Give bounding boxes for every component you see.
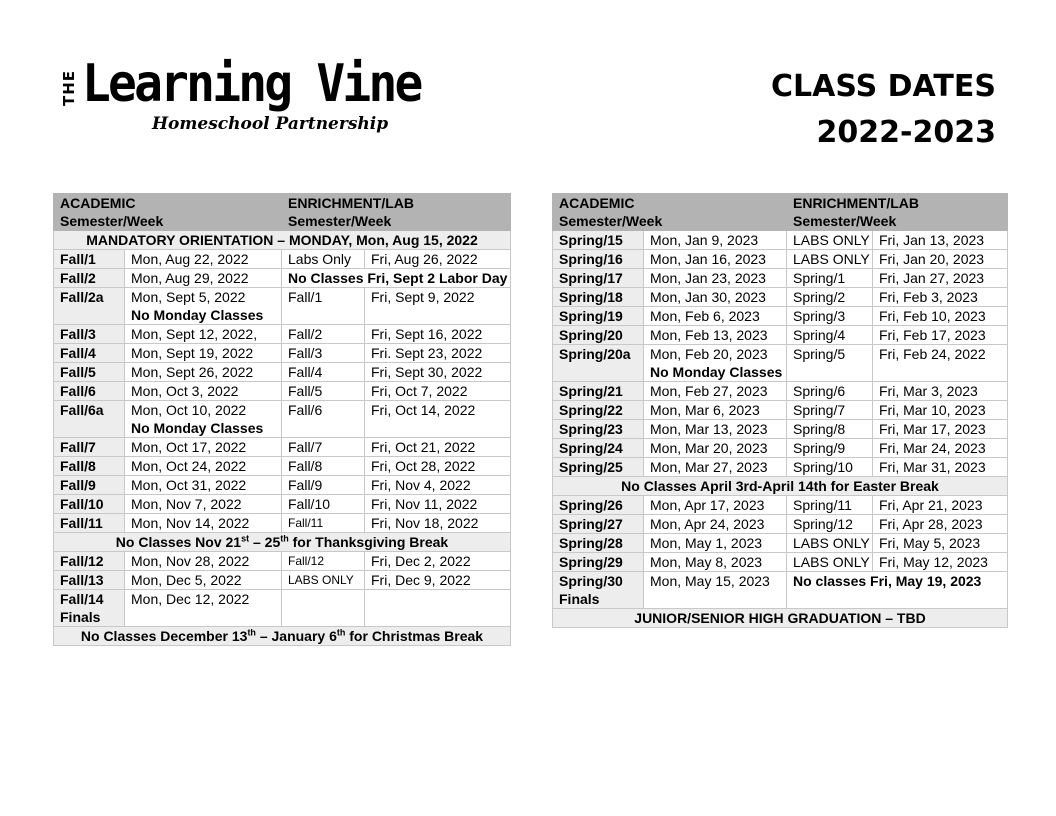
week-label: Fall/8 — [60, 458, 96, 474]
title-line2: 2022-2023 — [816, 115, 996, 150]
monday-date-cell — [125, 288, 282, 325]
friday-date-cell: Fri, Jan 27, 2023 — [873, 269, 1008, 288]
academic-header-line2: Semester/Week — [559, 213, 663, 229]
easter-break-row-text: No Classes April 3rd-April 14th for Easter Break — [553, 477, 1008, 496]
week-cell — [54, 457, 125, 476]
friday-date-cell: Fri, Feb 17, 2023 — [873, 326, 1008, 345]
week-label: Spring/27 — [559, 516, 623, 532]
lab-week-cell: Fall/6 — [282, 401, 365, 438]
lab-week-cell: LABS ONLY — [787, 534, 873, 553]
lab-week-cell: Fall/1 — [282, 288, 365, 325]
academic-header-line1: ACADEMIC — [60, 195, 136, 211]
monday-date: Mon, Feb 6, 2023 — [650, 308, 760, 324]
week-label: Spring/30 — [559, 573, 623, 589]
friday-notice-cell — [787, 572, 1008, 609]
week-cell — [54, 571, 125, 590]
friday-date-cell: Fri, Aug 26, 2022 — [365, 250, 511, 269]
table-row — [54, 325, 511, 344]
friday-date-cell: Fri, Oct 7, 2022 — [365, 382, 511, 401]
table-row — [553, 496, 1008, 515]
thanksgiving-break-row-text — [54, 533, 511, 552]
lab-week-cell: Fall/5 — [282, 382, 365, 401]
monday-date: Mon, May 1, 2023 — [650, 535, 763, 551]
week-label: Spring/15 — [559, 232, 623, 248]
friday-date-cell: Fri, May 5, 2023 — [873, 534, 1008, 553]
monday-date: Mon, Oct 17, 2022 — [131, 439, 247, 455]
monday-date-cell — [125, 438, 282, 457]
week-label-finals: Finals — [559, 591, 600, 607]
lab-week-cell: Fall/10 — [282, 495, 365, 514]
enrichment-header-line2: Semester/Week — [288, 213, 392, 229]
week-cell — [54, 552, 125, 571]
table-row — [54, 552, 511, 571]
monday-date-cell — [125, 476, 282, 495]
friday-date-cell: Fri, Mar 17, 2023 — [873, 420, 1008, 439]
friday-date-cell: Fri, Oct 14, 2022 — [365, 401, 511, 438]
week-label: Fall/5 — [60, 364, 96, 380]
lab-week-cell: Fall/3 — [282, 344, 365, 363]
week-cell — [54, 344, 125, 363]
monday-date-cell — [644, 326, 787, 345]
week-cell — [553, 231, 644, 250]
monday-date: Mon, Oct 3, 2022 — [131, 383, 239, 399]
thanksgiving-break-row-b: – 25 — [249, 534, 281, 550]
week-cell — [54, 269, 125, 288]
monday-date: Mon, Nov 14, 2022 — [131, 515, 250, 531]
logo-subtitle: Homeschool Partnership — [152, 114, 389, 134]
week-cell — [553, 307, 644, 326]
week-cell — [553, 458, 644, 477]
week-label: Fall/13 — [60, 572, 104, 588]
monday-date: Mon, Sept 12, 2022, — [131, 326, 258, 342]
monday-date: Mon, Nov 28, 2022 — [131, 553, 250, 569]
friday-date-cell: Fri, Feb 24, 2022 — [873, 345, 1008, 382]
table-row — [553, 458, 1008, 477]
monday-date-cell — [644, 534, 787, 553]
week-label: Spring/17 — [559, 270, 623, 286]
lab-week-cell: Spring/4 — [787, 326, 873, 345]
christmas-break-row-a: No Classes December 13 — [80, 628, 248, 644]
week-cell — [54, 401, 125, 438]
friday-date-cell: Fri, Mar 24, 2023 — [873, 439, 1008, 458]
orientation-row — [54, 231, 511, 250]
week-label: Fall/3 — [60, 326, 96, 342]
week-cell — [54, 438, 125, 457]
week-label: Spring/29 — [559, 554, 623, 570]
monday-date-cell — [644, 401, 787, 420]
monday-date-cell — [125, 457, 282, 476]
table-row — [553, 553, 1008, 572]
christmas-break-row — [54, 627, 511, 646]
monday-date: Mon, Oct 10, 2022 — [131, 402, 247, 418]
table-row — [54, 269, 511, 288]
table-row — [553, 345, 1008, 382]
thanksgiving-break-row-sup1: st — [241, 533, 250, 544]
enrichment-header-line1: ENRICHMENT/LAB — [288, 195, 414, 211]
table-row — [54, 476, 511, 495]
week-cell — [54, 325, 125, 344]
week-label: Fall/12 — [60, 553, 104, 569]
monday-date: Mon, Sept 5, 2022 — [131, 289, 246, 305]
friday-date-cell: Fri, Mar 3, 2023 — [873, 382, 1008, 401]
monday-date: Mon, Sept 26, 2022 — [131, 364, 254, 380]
week-cell — [553, 401, 644, 420]
monday-date: Mon, Apr 17, 2023 — [650, 497, 765, 513]
week-cell — [553, 572, 644, 609]
monday-date-cell — [125, 363, 282, 382]
logo-the: THE — [60, 69, 78, 107]
week-cell — [553, 420, 644, 439]
table-row — [54, 344, 511, 363]
week-cell — [553, 553, 644, 572]
lab-week-cell: LABS ONLY — [787, 250, 873, 269]
document-title — [771, 64, 996, 156]
fall-schedule-table — [53, 193, 511, 646]
monday-date-cell — [644, 382, 787, 401]
week-label-finals: Finals — [60, 609, 101, 625]
monday-date: Mon, Jan 9, 2023 — [650, 232, 759, 248]
thanksgiving-break-row-sup2: th — [280, 533, 289, 544]
logo-name: Learning Vine — [82, 54, 421, 114]
monday-date-cell — [644, 231, 787, 250]
lab-week-cell: Fall/8 — [282, 457, 365, 476]
friday-date-cell: Fri, Nov 18, 2022 — [365, 514, 511, 533]
spring-schedule-table — [552, 193, 1008, 628]
lab-week-cell: Spring/9 — [787, 439, 873, 458]
week-cell — [553, 439, 644, 458]
week-label: Spring/26 — [559, 497, 623, 513]
monday-date-cell — [125, 495, 282, 514]
week-cell — [54, 476, 125, 495]
week-label: Spring/20 — [559, 327, 623, 343]
week-cell — [54, 590, 125, 627]
graduation-row — [553, 609, 1008, 628]
lab-week-cell: LABS ONLY — [282, 571, 365, 590]
week-cell — [553, 515, 644, 534]
week-label: Fall/2a — [60, 289, 104, 305]
monday-date-cell — [125, 344, 282, 363]
monday-date: Mon, Jan 16, 2023 — [650, 251, 766, 267]
friday-date-cell: Fri, Apr 28, 2023 — [873, 515, 1008, 534]
week-label: Fall/14 — [60, 591, 104, 607]
lab-week-cell: Fall/7 — [282, 438, 365, 457]
monday-date: Mon, Jan 30, 2023 — [650, 289, 766, 305]
lab-week-cell: Spring/1 — [787, 269, 873, 288]
week-cell — [553, 288, 644, 307]
monday-date-cell — [125, 552, 282, 571]
friday-notice: No classes Fri, May 19, 2023 — [793, 573, 982, 589]
table-row — [54, 288, 511, 325]
week-label: Spring/20a — [559, 346, 631, 362]
monday-date: Mon, Dec 5, 2022 — [131, 572, 242, 588]
table-row — [553, 307, 1008, 326]
friday-date-cell: Fri, Sept 30, 2022 — [365, 363, 511, 382]
friday-date-cell: Fri, Mar 31, 2023 — [873, 458, 1008, 477]
week-label: Fall/9 — [60, 477, 96, 493]
monday-date-cell — [644, 439, 787, 458]
friday-date-cell — [365, 590, 511, 627]
easter-break-row — [553, 477, 1008, 496]
monday-date: Mon, Jan 23, 2023 — [650, 270, 766, 286]
monday-date-cell — [125, 250, 282, 269]
header-row — [54, 194, 511, 231]
lab-week-cell: Fall/9 — [282, 476, 365, 495]
week-label: Spring/21 — [559, 383, 623, 399]
thanksgiving-break-row-c: for Thanksgiving Break — [288, 534, 449, 550]
monday-date-cell — [125, 514, 282, 533]
week-label: Spring/16 — [559, 251, 623, 267]
lab-week-cell: Spring/2 — [787, 288, 873, 307]
monday-date: Mon, Apr 24, 2023 — [650, 516, 765, 532]
monday-date: Mon, May 15, 2023 — [650, 573, 770, 589]
lab-week-cell: Spring/8 — [787, 420, 873, 439]
week-label: Fall/1 — [60, 251, 96, 267]
table-row — [54, 590, 511, 627]
header-row — [553, 194, 1008, 231]
table-row — [54, 495, 511, 514]
week-cell — [54, 382, 125, 401]
monday-date: Mon, Mar 20, 2023 — [650, 440, 768, 456]
week-cell — [553, 250, 644, 269]
friday-date-cell: Fri, Nov 11, 2022 — [365, 495, 511, 514]
christmas-break-row-text — [54, 627, 511, 646]
lab-week-cell: Spring/10 — [787, 458, 873, 477]
week-cell — [54, 363, 125, 382]
monday-date-cell — [644, 572, 787, 609]
lab-week-cell: Fall/12 — [282, 552, 365, 571]
table-row — [553, 288, 1008, 307]
week-label: Spring/22 — [559, 402, 623, 418]
table-row — [553, 515, 1008, 534]
orientation-row-text: MANDATORY ORIENTATION – MONDAY, Mon, Aug 15, 2022 — [54, 231, 511, 250]
table-row — [553, 572, 1008, 609]
week-cell — [54, 288, 125, 325]
friday-date-cell: Fri, Jan 13, 2023 — [873, 231, 1008, 250]
monday-date-cell — [644, 515, 787, 534]
week-label: Fall/11 — [60, 515, 103, 531]
monday-date: Mon, Sept 19, 2022 — [131, 345, 254, 361]
friday-date-cell: Fri, Feb 10, 2023 — [873, 307, 1008, 326]
monday-date: Mon, Feb 20, 2023 — [650, 346, 768, 362]
lab-week-cell: Spring/6 — [787, 382, 873, 401]
table-row — [553, 534, 1008, 553]
academic-header-line2: Semester/Week — [60, 213, 164, 229]
table-row — [553, 382, 1008, 401]
lab-week-cell: Spring/5 — [787, 345, 873, 382]
monday-date: Mon, Mar 13, 2023 — [650, 421, 768, 437]
table-row — [54, 382, 511, 401]
table-row — [553, 401, 1008, 420]
week-cell — [54, 495, 125, 514]
week-label: Spring/28 — [559, 535, 623, 551]
friday-notice-cell — [282, 269, 511, 288]
lab-week-cell: Fall/2 — [282, 325, 365, 344]
week-cell — [553, 382, 644, 401]
monday-date: Mon, Mar 6, 2023 — [650, 402, 760, 418]
friday-date-cell: Fri, Jan 20, 2023 — [873, 250, 1008, 269]
christmas-break-row-c: for Christmas Break — [345, 628, 484, 644]
monday-date-cell — [125, 571, 282, 590]
no-monday-classes-note: No Monday Classes — [650, 364, 783, 380]
title-line1: CLASS DATES — [770, 69, 996, 104]
monday-date: Mon, Feb 27, 2023 — [650, 383, 768, 399]
monday-date: Mon, Aug 29, 2022 — [131, 270, 249, 286]
friday-date-cell: Fri, Nov 4, 2022 — [365, 476, 511, 495]
monday-date-cell — [125, 401, 282, 438]
week-label: Spring/23 — [559, 421, 623, 437]
table-row — [54, 363, 511, 382]
monday-date-cell — [644, 307, 787, 326]
lab-week-cell — [282, 590, 365, 627]
monday-date-cell — [644, 269, 787, 288]
monday-date-cell — [644, 345, 787, 382]
friday-date-cell: Fri, May 12, 2023 — [873, 553, 1008, 572]
monday-date: Mon, Oct 31, 2022 — [131, 477, 247, 493]
monday-date: Mon, Nov 7, 2022 — [131, 496, 242, 512]
table-row — [54, 401, 511, 438]
friday-date-cell: Fri, Sept 16, 2022 — [365, 325, 511, 344]
lab-week-cell: Spring/12 — [787, 515, 873, 534]
lab-week-cell: Spring/11 — [787, 496, 873, 515]
monday-date-cell — [644, 250, 787, 269]
week-label: Spring/25 — [559, 459, 623, 475]
christmas-break-row-sup2: th — [336, 627, 346, 638]
week-label: Fall/6 — [60, 383, 96, 399]
table-row — [553, 250, 1008, 269]
lab-week-cell: LABS ONLY — [787, 553, 873, 572]
monday-date-cell — [125, 325, 282, 344]
monday-date: Mon, Mar 27, 2023 — [650, 459, 768, 475]
week-label: Fall/6a — [60, 402, 104, 418]
thanksgiving-break-row — [54, 533, 511, 552]
monday-date-cell — [644, 553, 787, 572]
week-label: Fall/2 — [60, 270, 96, 286]
week-cell — [553, 269, 644, 288]
christmas-break-row-sup1: th — [247, 627, 256, 638]
monday-date-cell — [644, 288, 787, 307]
enrichment-header — [282, 194, 511, 231]
friday-date-cell: Fri. Sept 23, 2022 — [365, 344, 511, 363]
friday-date-cell: Fri, Mar 10, 2023 — [873, 401, 1008, 420]
thanksgiving-break-row-a: No Classes Nov 21 — [115, 534, 242, 550]
friday-notice: No Classes Fri, Sept 2 Labor Day — [288, 270, 508, 286]
week-cell — [553, 534, 644, 553]
monday-date: Mon, Oct 24, 2022 — [131, 458, 247, 474]
table-row — [54, 250, 511, 269]
lab-week-cell: LABS ONLY — [787, 231, 873, 250]
table-row — [553, 439, 1008, 458]
table-row — [553, 326, 1008, 345]
monday-date: Mon, Feb 13, 2023 — [650, 327, 768, 343]
christmas-break-row-b: – January 6 — [255, 628, 337, 644]
table-row — [553, 420, 1008, 439]
lab-week-cell: Fall/11 — [282, 514, 365, 533]
friday-date-cell: Fri, Dec 2, 2022 — [365, 552, 511, 571]
monday-date-cell — [125, 382, 282, 401]
week-cell — [54, 514, 125, 533]
week-label: Fall/4 — [60, 345, 96, 361]
friday-date-cell: Fri, Oct 28, 2022 — [365, 457, 511, 476]
week-cell — [54, 250, 125, 269]
monday-date-cell — [644, 420, 787, 439]
academic-header — [54, 194, 282, 231]
week-cell — [553, 496, 644, 515]
lab-week-cell: Labs Only — [282, 250, 365, 269]
table-row — [54, 571, 511, 590]
monday-date-cell — [644, 496, 787, 515]
table-row — [54, 438, 511, 457]
lab-week-cell: Spring/3 — [787, 307, 873, 326]
enrichment-header-line2: Semester/Week — [793, 213, 897, 229]
graduation-row-text: JUNIOR/SENIOR HIGH GRADUATION – TBD — [553, 609, 1008, 628]
friday-date-cell: Fri, Oct 21, 2022 — [365, 438, 511, 457]
friday-date-cell: Fri, Feb 3, 2023 — [873, 288, 1008, 307]
week-cell — [553, 326, 644, 345]
week-label: Spring/18 — [559, 289, 623, 305]
enrichment-header-line1: ENRICHMENT/LAB — [793, 195, 919, 211]
week-cell — [553, 345, 644, 382]
monday-date: Mon, Aug 22, 2022 — [131, 251, 249, 267]
week-label: Fall/7 — [60, 439, 96, 455]
academic-header — [553, 194, 787, 231]
monday-date: Mon, May 8, 2023 — [650, 554, 763, 570]
logo — [60, 54, 421, 148]
week-label: Spring/19 — [559, 308, 623, 324]
lab-week-cell: Spring/7 — [787, 401, 873, 420]
friday-date-cell: Fri, Sept 9, 2022 — [365, 288, 511, 325]
week-label: Spring/24 — [559, 440, 623, 456]
academic-header-line1: ACADEMIC — [559, 195, 635, 211]
week-label: Fall/10 — [60, 496, 104, 512]
table-row — [553, 269, 1008, 288]
friday-date-cell: Fri, Dec 9, 2022 — [365, 571, 511, 590]
enrichment-header — [787, 194, 1008, 231]
lab-week-cell: Fall/4 — [282, 363, 365, 382]
no-monday-classes-note: No Monday Classes — [131, 420, 264, 436]
monday-date-cell — [125, 269, 282, 288]
table-row — [54, 514, 511, 533]
table-row — [54, 457, 511, 476]
no-monday-classes-note: No Monday Classes — [131, 307, 264, 323]
table-row — [553, 231, 1008, 250]
friday-date-cell: Fri, Apr 21, 2023 — [873, 496, 1008, 515]
monday-date-cell — [125, 590, 282, 627]
monday-date-cell — [644, 458, 787, 477]
monday-date: Mon, Dec 12, 2022 — [131, 591, 250, 607]
